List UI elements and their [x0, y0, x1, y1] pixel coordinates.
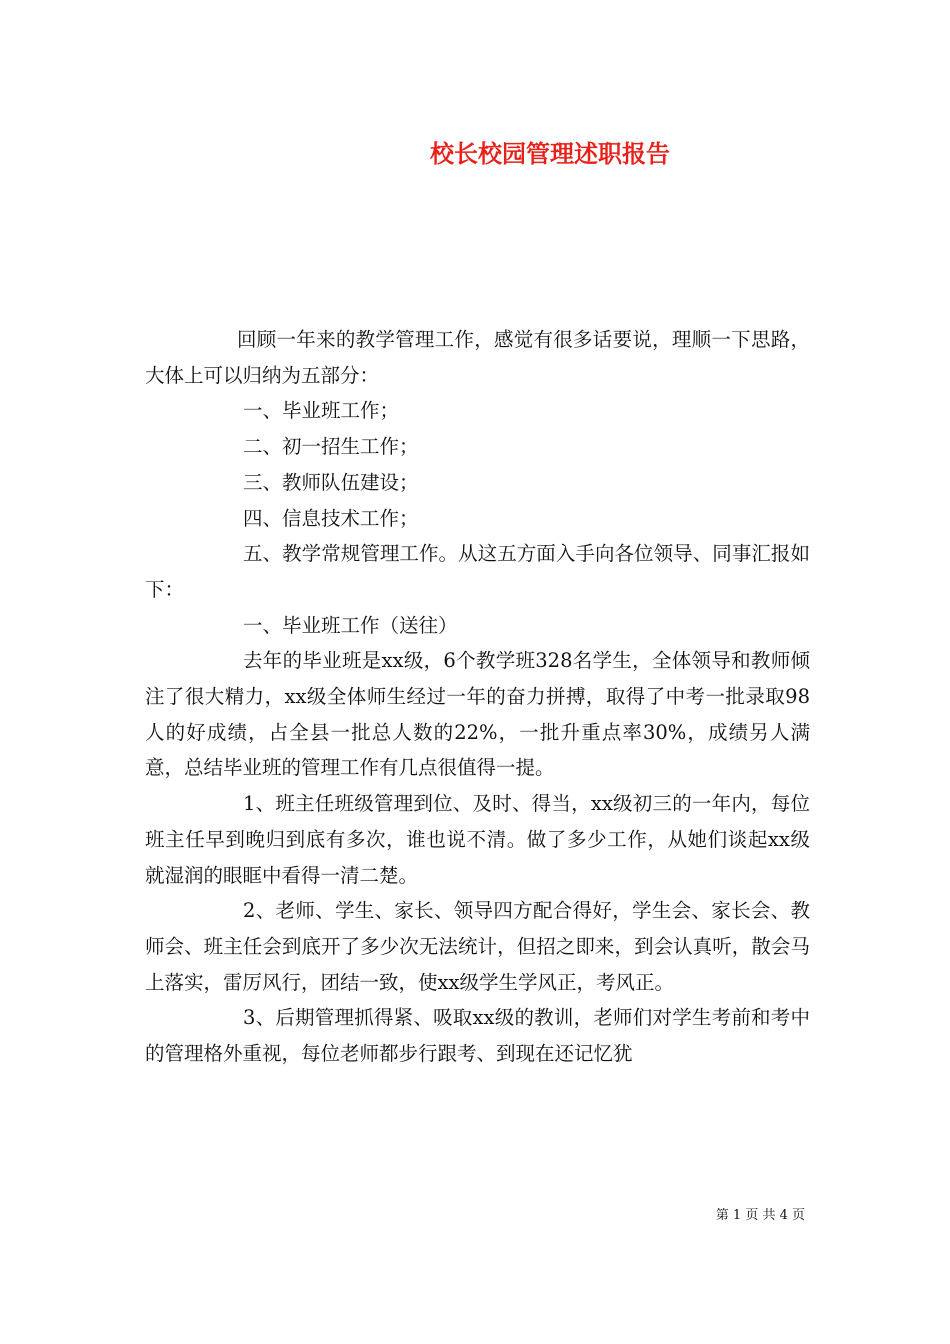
list-item: 三、教师队伍建设；	[243, 470, 419, 494]
list-item: 四、信息技术工作；	[243, 506, 419, 530]
list-item: 五、教学常规管理工作。从这五方面入手向各位领导、同事汇报如下：	[145, 542, 810, 601]
paragraph: 2、老师、学生、家长、领导四方配合得好，学生会、家长会、教师会、班主任会到底开了多少次无法统计，但招之即来，到会认真听，散会马上落实，雷厉风行，团结一致，使xx级学生学风正，考风正。	[145, 899, 810, 994]
document-title: 校长校园管理述职报告	[430, 139, 670, 168]
paragraph: 3、后期管理抓得紧、吸取xx级的教训，老师们对学生考前和考中的管理格外重视，每位老师都步行跟考、到现在还记忆犹	[145, 1006, 810, 1066]
list-item: 一、毕业班工作；	[243, 399, 400, 423]
list-item: 二、初一招生工作；	[243, 435, 419, 459]
page-number: 第 1 页 共 4 页	[715, 1208, 805, 1223]
document-body	[145, 322, 810, 1072]
paragraph-intro: 回顾一年来的教学管理工作，感觉有很多话要说，理顺一下思路，大体上可以归纳为五部分：	[145, 328, 810, 387]
section-heading: 一、毕业班工作（送往）	[243, 613, 458, 637]
paragraph: 1、班主任班级管理到位、及时、得当，xx级初三的一年内，每位班主任早到晚归到底有多次，谁也说不清。做了多少工作，从她们谈起xx级就湿润的眼眶中看得一清二楚。	[145, 792, 810, 887]
paragraph: 去年的毕业班是xx级，6个教学班328名学生，全体领导和教师倾注了很大精力，xx级全体师生经过一年的奋力拼搏，取得了中考一批录取98人的好成绩，占全县一批总人数的22%，一批升重点率30%，成绩另人满意，总结毕业班的管理工作有几点很值得一提。	[145, 649, 810, 780]
